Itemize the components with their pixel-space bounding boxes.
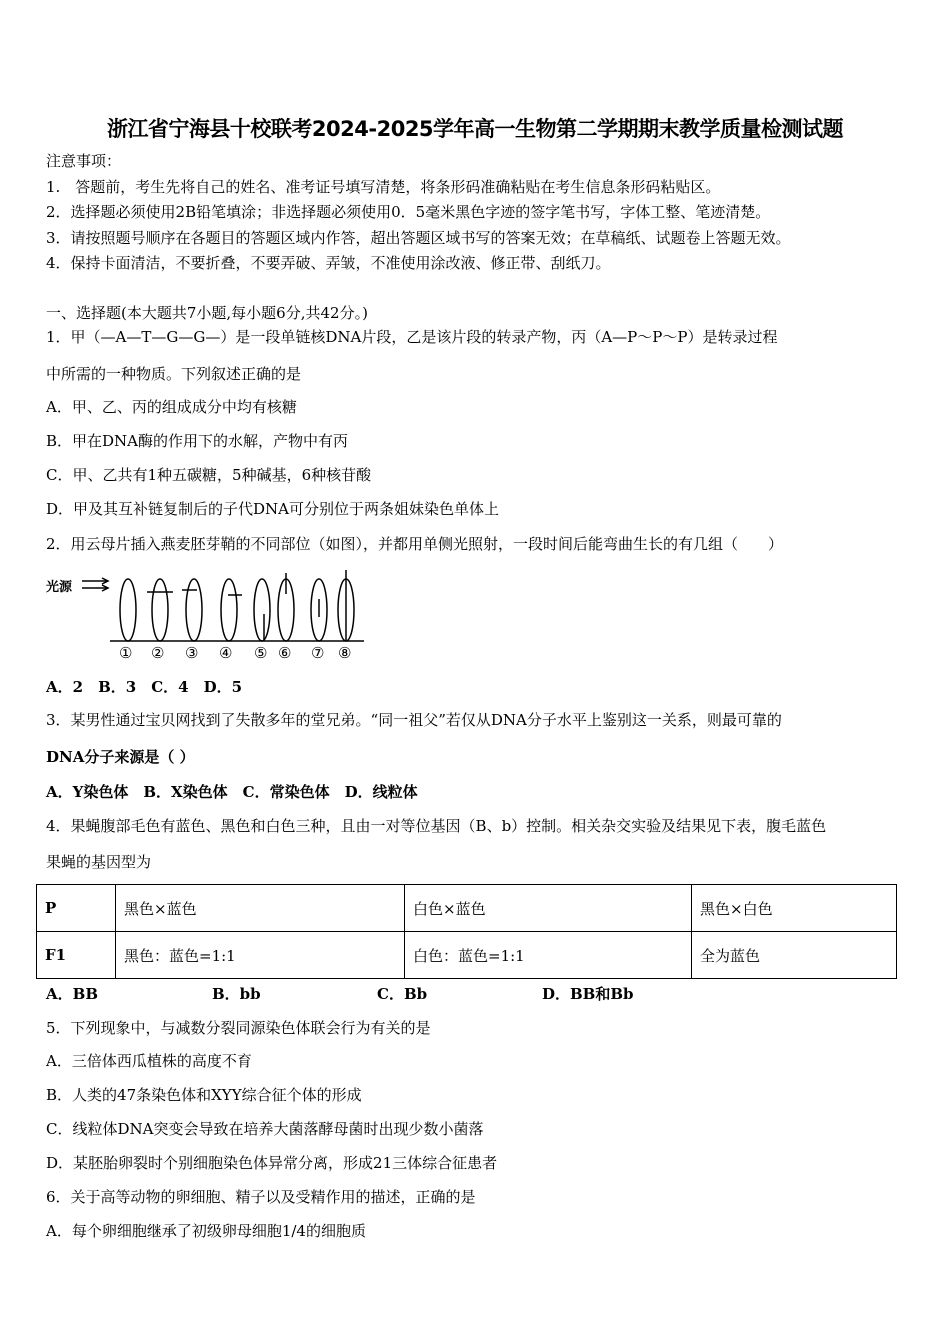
light-source-label: 光源 bbox=[46, 580, 73, 595]
q6-option-a: A．每个卵细胞继承了初级卵母细胞1/4的细胞质 bbox=[46, 1222, 366, 1240]
coleoptile-2 bbox=[152, 579, 168, 641]
note-item: 3．请按照题号顺序在各题目的答题区域内作答，超出答题区域书写的答案无效；在草稿纸、试题卷上答题无效。 bbox=[46, 229, 791, 247]
q4-stem: 果蝇的基因型为 bbox=[46, 853, 152, 871]
table-cell: 白色×蓝色 bbox=[405, 885, 692, 932]
table-row bbox=[37, 932, 897, 979]
q5-option-b: B．人类的47条染色体和XYY综合征个体的形成 bbox=[46, 1086, 362, 1104]
page-title: 浙江省宁海县十校联考2024-2025学年高一生物第二学期期末教学质量检测试题 bbox=[106, 117, 844, 141]
table-cell: 黑色×蓝色 bbox=[116, 885, 405, 932]
q5-stem: 5．下列现象中，与减数分裂同源染色体联会行为有关的是 bbox=[46, 1019, 431, 1037]
table-cell: 黑色×白色 bbox=[692, 885, 897, 932]
q4-option-a: A．BB bbox=[46, 985, 98, 1003]
figure-label: ② bbox=[151, 644, 165, 662]
q4-option-b: B．bb bbox=[212, 985, 261, 1003]
table-cell: 黑色：蓝色=1:1 bbox=[116, 932, 405, 979]
coleoptile-1 bbox=[120, 579, 136, 641]
section-heading: 一、选择题(本大题共7小题,每小题6分,共42分。) bbox=[46, 304, 368, 322]
light-arrowhead bbox=[102, 578, 108, 591]
q1-option-b: B．甲在DNA酶的作用下的水解，产物中有丙 bbox=[46, 432, 349, 450]
coleoptile-figure bbox=[44, 568, 374, 668]
q5-option-c: C．线粒体DNA突变会导致在培养大菌落酵母菌时出现少数小菌落 bbox=[46, 1120, 484, 1138]
q1-stem: 1．甲（—A—T—G—G—）是一段单链核DNA片段，乙是该片段的转录产物，丙（A—P～P～P）是转录过程 bbox=[46, 328, 778, 346]
q3-options: A．Y染色体 B．X染色体 C．常染色体 D．线粒体 bbox=[46, 783, 418, 801]
q1-option-a: A．甲、乙、丙的组成成分中均有核糖 bbox=[46, 398, 297, 416]
notes-heading: 注意事项： bbox=[46, 152, 122, 170]
coleoptile-diagram bbox=[44, 568, 374, 668]
figure-label: ⑦ bbox=[311, 644, 325, 662]
figure-label: ③ bbox=[185, 644, 199, 662]
coleoptile-5 bbox=[254, 579, 270, 641]
q2-stem: 2．用云母片插入燕麦胚芽鞘的不同部位（如图），并都用单侧光照射，一段时间后能弯曲生长的有几组（ ） bbox=[46, 535, 784, 553]
figure-label: ⑤ bbox=[254, 644, 268, 662]
table-cell: F1 bbox=[37, 932, 116, 979]
q1-stem: 中所需的一种物质。下列叙述正确的是 bbox=[46, 365, 302, 383]
q4-option-d: D．BB和Bb bbox=[542, 985, 634, 1003]
figure-label: ① bbox=[119, 644, 133, 662]
figure-label: ⑥ bbox=[278, 644, 292, 662]
table-row bbox=[37, 885, 897, 932]
table-cell: 全为蓝色 bbox=[692, 932, 897, 979]
q4-option-c: C．Bb bbox=[377, 985, 428, 1003]
q6-stem: 6．关于高等动物的卵细胞、精子以及受精作用的描述，正确的是 bbox=[46, 1188, 476, 1206]
coleoptile-3 bbox=[186, 579, 202, 641]
cross-results-table bbox=[36, 884, 897, 979]
q4-stem: 4．果蝇腹部毛色有蓝色、黑色和白色三种，且由一对等位基因（B、b）控制。相关杂交实验及结果见下表，腹毛蓝色 bbox=[46, 817, 827, 835]
note-item: 1. 答题前，考生先将自己的姓名、准考证号填写清楚，将条形码准确粘贴在考生信息条形码粘贴区。 bbox=[46, 178, 721, 196]
q1-option-d: D．甲及其互补链复制后的子代DNA可分别位于两条姐妹染色单体上 bbox=[46, 500, 500, 518]
table-cell: P bbox=[37, 885, 116, 932]
note-item: 4．保持卡面清洁，不要折叠，不要弄破、弄皱，不准使用涂改液、修正带、刮纸刀。 bbox=[46, 254, 611, 272]
q1-option-c: C．甲、乙共有1种五碳糖，5种碱基，6种核苷酸 bbox=[46, 466, 372, 484]
figure-label: ④ bbox=[219, 644, 233, 662]
q2-options: A．2 B．3 C．4 D．5 bbox=[46, 678, 243, 696]
q5-option-d: D．某胚胎卵裂时个别细胞染色体异常分离，形成21三体综合征患者 bbox=[46, 1154, 498, 1172]
note-item: 2．选择题必须使用2B铅笔填涂；非选择题必须使用0．5毫米黑色字迹的签字笔书写，字体工整、笔迹清楚。 bbox=[46, 203, 771, 221]
q3-stem: 3．某男性通过宝贝网找到了失散多年的堂兄弟。“同一祖父”若仅从DNA分子水平上鉴别这一关系，则最可靠的 bbox=[46, 711, 782, 729]
q5-option-a: A．三倍体西瓜植株的高度不育 bbox=[46, 1052, 252, 1070]
figure-label: ⑧ bbox=[338, 644, 352, 662]
table-cell: 白色：蓝色=1:1 bbox=[405, 932, 692, 979]
q3-stem: DNA分子来源是（ ） bbox=[46, 748, 195, 766]
coleoptile-4 bbox=[221, 579, 237, 641]
